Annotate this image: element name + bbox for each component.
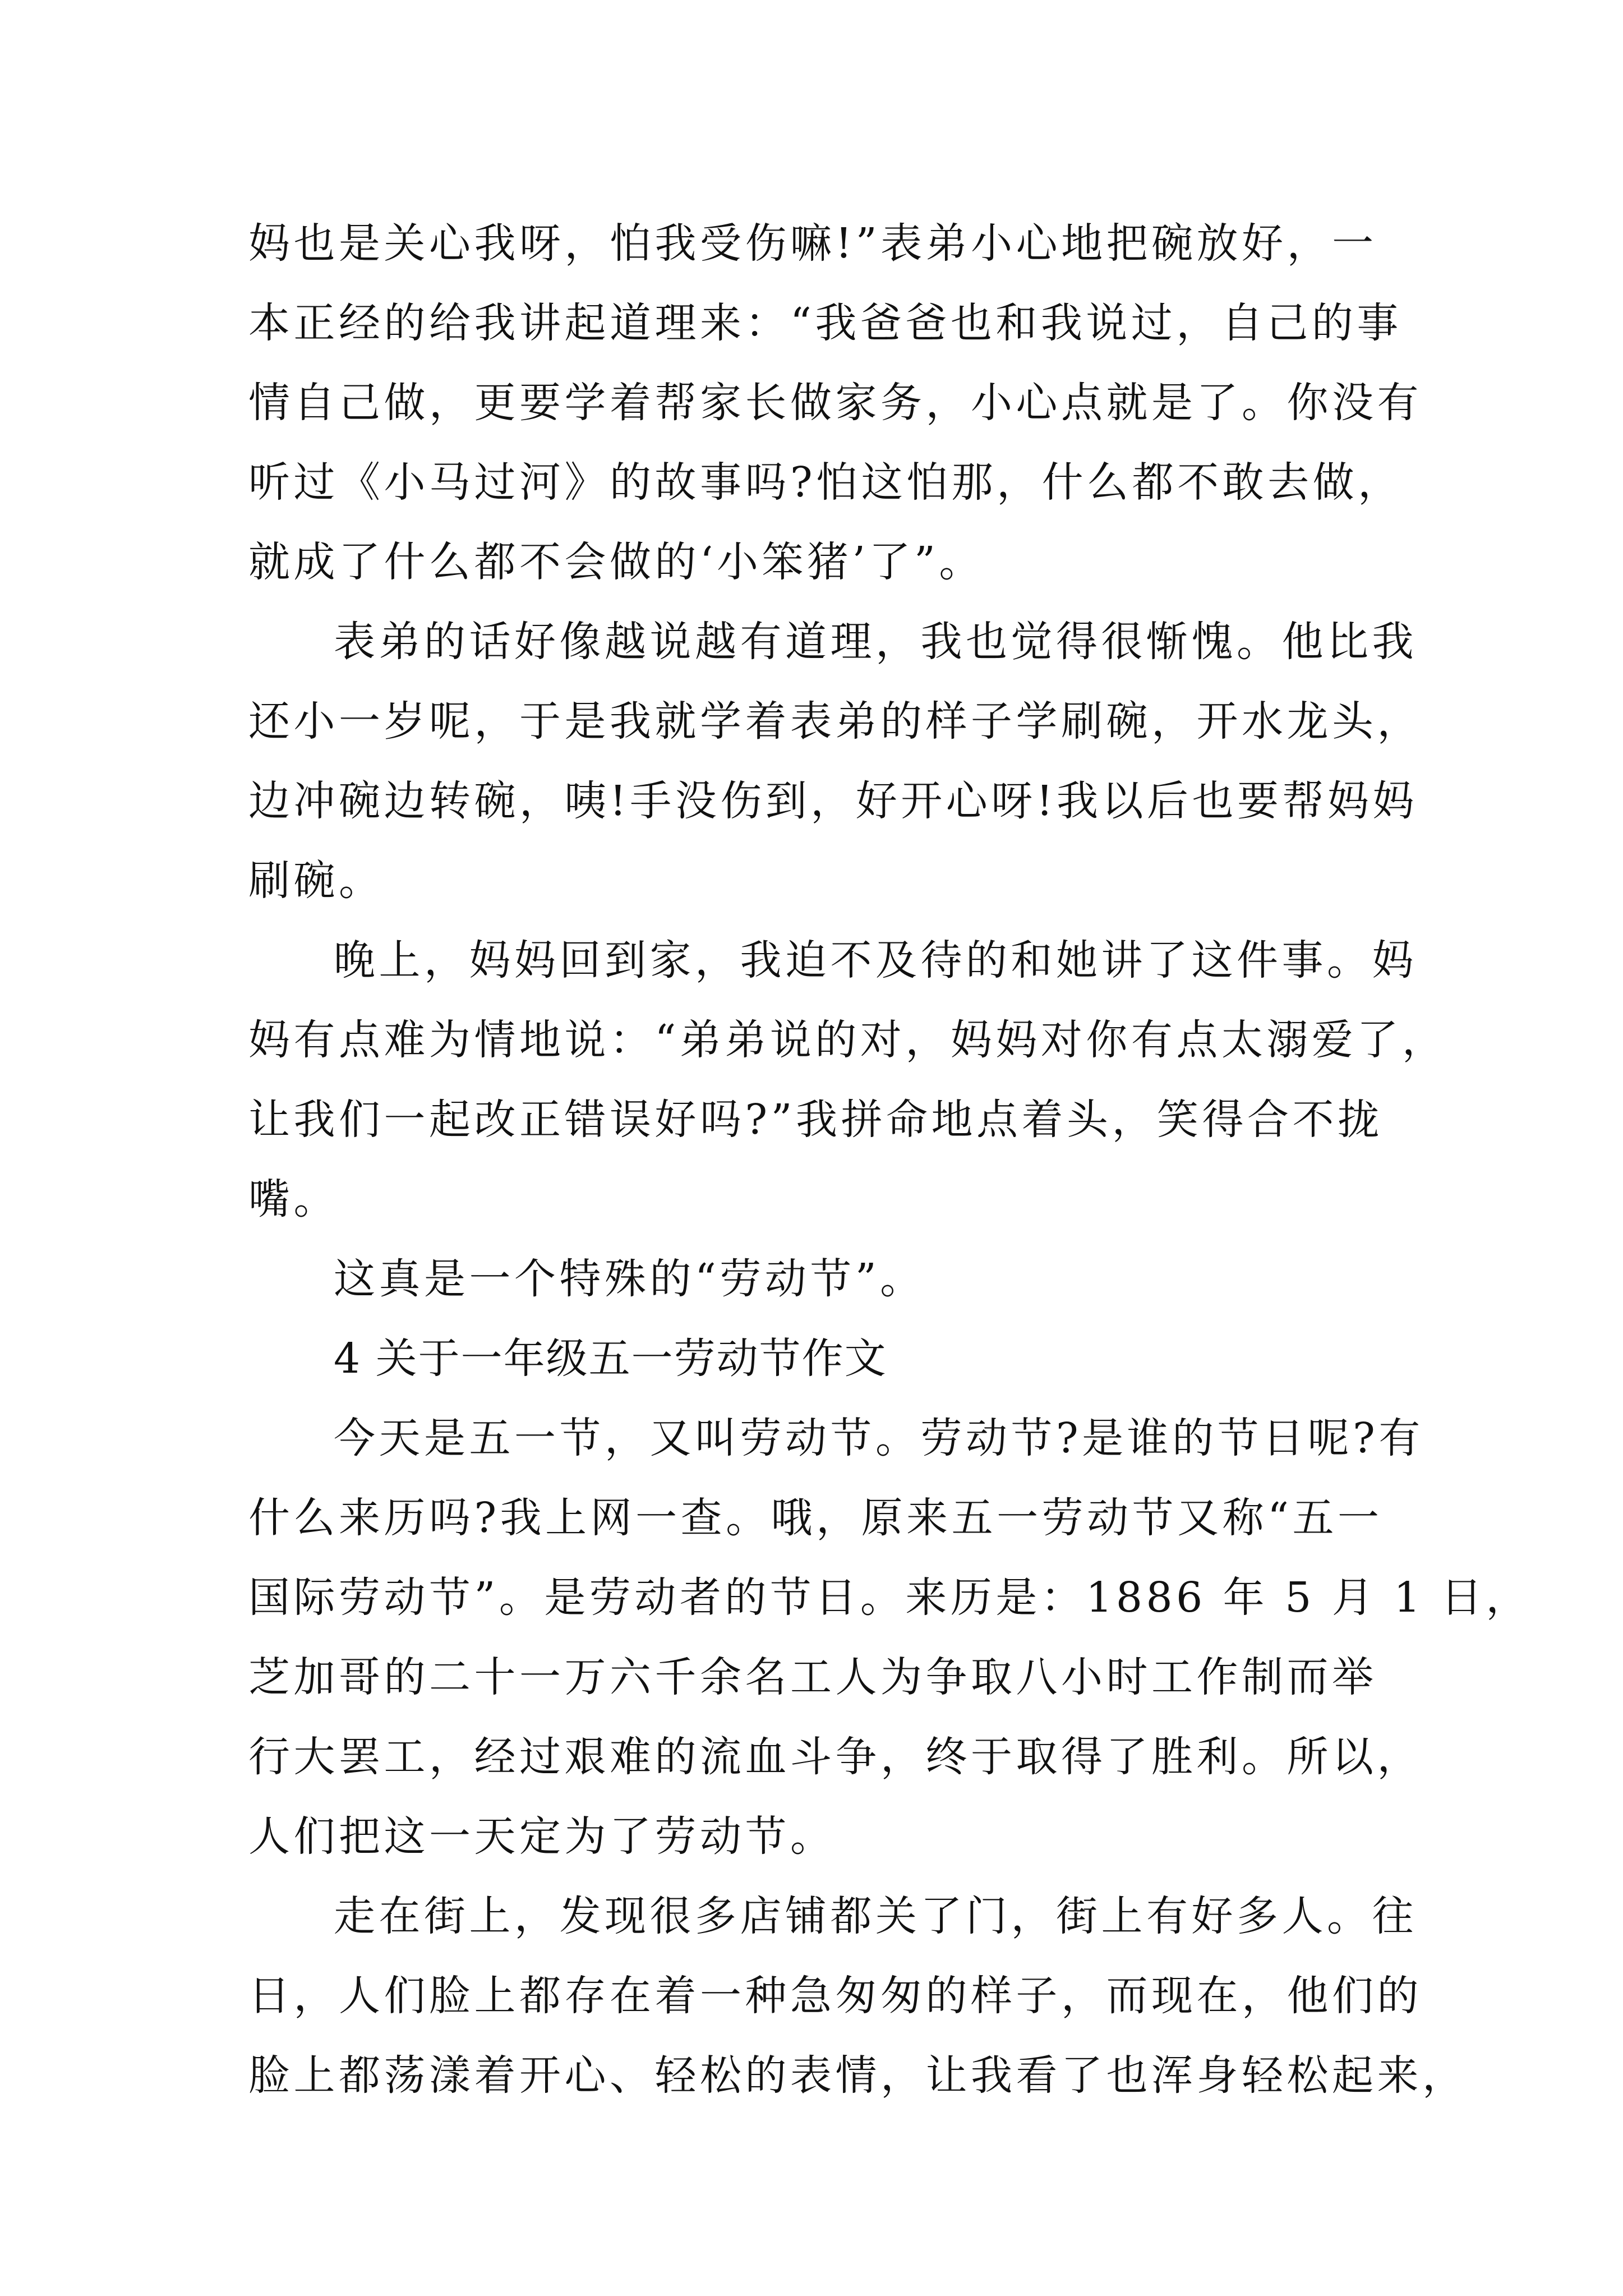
paragraph-first-line: 这真是一个特殊的“劳动节”。 <box>334 1255 925 1303</box>
section-heading: 4 关于一年级五一劳动节作文 <box>334 1335 887 1383</box>
paragraph-first-line: 今天是五一节，又叫劳动节。劳动节?是谁的节日呢?有 <box>334 1414 1424 1462</box>
text-line: 情自己做，更要学着帮家长做家务，小心点就是了。你没有 <box>248 379 1422 427</box>
text-line: 人们把这一天定为了劳动节。 <box>248 1812 836 1861</box>
text-line: 什么来历吗?我上网一查。哦，原来五一劳动节又称“五一 <box>248 1494 1383 1542</box>
text-line: 刷碗。 <box>248 857 384 905</box>
text-line: 嘴。 <box>248 1175 339 1223</box>
text-line: 妈有点难为情地说：“弟弟说的对，妈妈对你有点太溺爱了， <box>248 1016 1447 1064</box>
text-line: 脸上都荡漾着开心、轻松的表情，让我看了也浑身轻松起来， <box>248 2051 1468 2100</box>
text-line: 本正经的给我讲起道理来：“我爸爸也和我说过，自己的事 <box>248 299 1402 347</box>
text-line: 边冲碗边转碗，咦!手没伤到，好开心呀!我以后也要帮妈妈 <box>248 777 1418 825</box>
paragraph-first-line: 晚上，妈妈回到家，我迫不及待的和她讲了这件事。妈 <box>334 936 1417 984</box>
text-line: 就成了什么都不会做的‘小笨猪’了”。 <box>248 538 984 586</box>
text-line: 国际劳动节”。是劳动者的节日。来历是：1886 年 5 月 1 日， <box>248 1573 1531 1622</box>
text-line: 听过《小马过河》的故事吗?怕这怕那，什么都不敢去做， <box>248 458 1403 507</box>
text-line: 日，人们脸上都存在着一种急匆匆的样子，而现在，他们的 <box>248 1972 1422 2020</box>
paragraph-first-line: 表弟的话好像越说越有道理，我也觉得很惭愧。他比我 <box>334 618 1417 666</box>
text-line: 芝加哥的二十一万六千余名工人为争取八小时工作制而举 <box>248 1653 1377 1701</box>
text-line: 让我们一起改正错误好吗?”我拼命地点着头，笑得合不拢 <box>248 1096 1383 1144</box>
text-line: 还小一岁呢，于是我就学着表弟的样子学刷碗，开水龙头， <box>248 697 1422 746</box>
text-line: 妈也是关心我呀，怕我受伤嘛!”表弟小心地把碗放好，一 <box>248 219 1377 268</box>
text-line: 行大罢工，经过艰难的流血斗争，终于取得了胜利。所以， <box>248 1733 1422 1781</box>
paragraph-first-line: 走在街上，发现很多店铺都关了门，街上有好多人。往 <box>334 1892 1417 1940</box>
